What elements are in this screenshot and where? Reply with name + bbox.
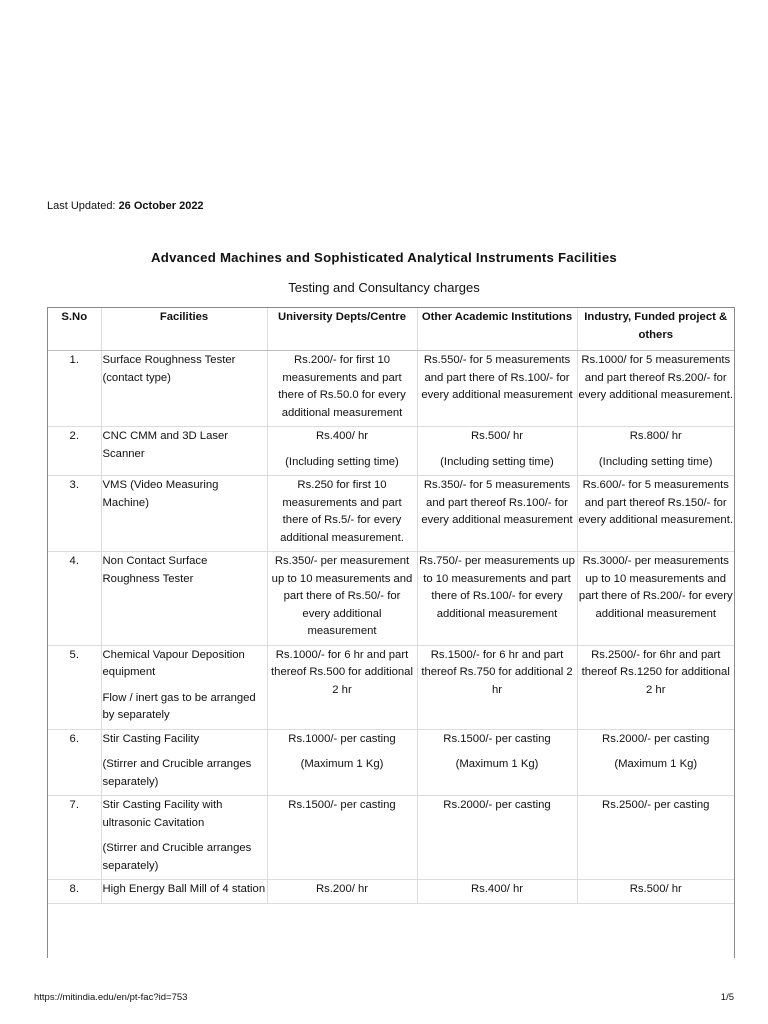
cell-industry-charge-text: Rs.2500/- per casting (602, 799, 710, 811)
cell-industry-charge (577, 729, 734, 796)
cell-university-charge (267, 880, 417, 904)
cell-facility (101, 427, 267, 476)
cell-facility-text: CNC CMM and 3D Laser Scanner (102, 430, 229, 460)
column-header-facilities: Facilities (101, 308, 267, 351)
table-header-row (48, 308, 734, 351)
cell-facility (101, 880, 267, 904)
table-row (48, 796, 734, 880)
cell-industry-charge-text: Rs.1000/ for 5 measurements and part thereof Rs.200/- for every additional measurement. (578, 354, 733, 401)
cell-facility-text: Flow / inert gas to be arranged by separately (102, 691, 256, 721)
cell-industry-charge-text: Rs.600/- for 5 measurements and part thereof Rs.150/- for every additional measurement. (578, 479, 733, 526)
cell-university-charge-text: Rs.1500/- per casting (288, 799, 396, 811)
cell-industry-charge-text: (Including setting time) (598, 455, 713, 468)
cell-facility-text: (Stirrer and Crucible arranges separately) (102, 842, 252, 872)
cell-academic-charge (417, 796, 577, 880)
cell-academic-charge (417, 351, 577, 427)
table-row (48, 729, 734, 796)
cell-academic-charge-text: Rs.400/ hr (470, 883, 524, 895)
table-row (48, 427, 734, 476)
page-subtitle: Testing and Consultancy charges (288, 280, 480, 295)
cell-facility (101, 476, 267, 552)
last-updated-date: 26 October 2022 (118, 200, 204, 212)
cell-academic-charge (417, 729, 577, 796)
cell-academic-charge-text: (Maximum 1 Kg) (455, 758, 539, 770)
cell-university-charge-text: Rs.350/- per measurement up to 10 measurements and part there of Rs.50/- for every additional measurement (271, 555, 413, 637)
cell-academic-charge-text: Rs.1500/- per casting (443, 732, 551, 745)
cell-industry-charge (577, 645, 734, 729)
cell-facility-text: (Stirrer and Crucible arranges separately) (102, 758, 252, 788)
cell-academic-charge (417, 880, 577, 904)
cell-sno: 8. (48, 880, 101, 904)
cell-sno: 1. (48, 351, 101, 427)
cell-industry-charge (577, 427, 734, 476)
cell-academic-charge (417, 476, 577, 552)
footer-page-number: 1/5 (720, 992, 734, 1003)
cell-industry-charge-text: Rs.2500/- for 6hr and part thereof Rs.1250 for additional 2 hr (581, 648, 730, 696)
cell-academic-charge-text: Rs.550/- for 5 measurements and part there of Rs.100/- for every additional measurement (421, 354, 573, 401)
cell-university-charge-text: Rs.250 for first 10 measurements and part there of Rs.5/- for every additional measurement. (280, 479, 404, 544)
cell-facility (101, 351, 267, 427)
cell-sno: 4. (48, 552, 101, 646)
cell-university-charge-text: Rs.200/- for first 10 measurements and part there of Rs.50.0 for every additional measurement (278, 354, 406, 419)
cell-university-charge (267, 729, 417, 796)
cell-academic-charge (417, 645, 577, 729)
cell-academic-charge (417, 552, 577, 646)
cell-industry-charge-text: Rs.500/ hr (629, 883, 682, 895)
table-row (48, 476, 734, 552)
cell-facility (101, 645, 267, 729)
cell-academic-charge-text: Rs.2000/- per casting (443, 799, 551, 811)
table-row (48, 645, 734, 729)
column-header-university: University Depts/Centre (267, 308, 417, 351)
table-row (48, 351, 734, 427)
cell-university-charge-text: Rs.1000/- for 6 hr and part thereof Rs.500 for additional 2 hr (271, 648, 413, 696)
cell-facility-text: High Energy Ball Mill of 4 station (102, 883, 266, 895)
cell-university-charge (267, 552, 417, 646)
page-title: Advanced Machines and Sophisticated Analytical Instruments Facilities (151, 250, 617, 265)
cell-industry-charge (577, 796, 734, 880)
cell-facility-text: Stir Casting Facility (102, 732, 200, 745)
column-header-sno: S.No (48, 308, 101, 351)
charges-table-container (47, 307, 735, 958)
table-body (48, 351, 734, 904)
cell-university-charge-text: Rs.400/ hr (315, 430, 369, 442)
cell-academic-charge-text: Rs.350/- for 5 measurements and part thereof Rs.100/- for every additional measurement (421, 479, 573, 526)
cell-industry-charge-text: Rs.3000/- per measurements up to 10 measurements and part there of Rs.200/- for every additional measurement (578, 555, 733, 620)
cell-university-charge (267, 796, 417, 880)
cell-industry-charge-text: Rs.800/ hr (629, 430, 682, 442)
cell-university-charge-text: Rs.200/ hr (315, 883, 369, 895)
cell-industry-charge-text: (Maximum 1 Kg) (614, 758, 698, 770)
cell-university-charge (267, 645, 417, 729)
cell-facility-text: Surface Roughness Tester (contact type) (102, 354, 236, 384)
cell-industry-charge (577, 351, 734, 427)
column-header-academic: Other Academic Institutions (417, 308, 577, 351)
cell-sno: 5. (48, 645, 101, 729)
cell-university-charge-text: Rs.1000/- per casting (288, 732, 396, 745)
cell-industry-charge (577, 552, 734, 646)
last-updated-line (47, 199, 204, 213)
column-header-industry: Industry, Funded project & others (577, 308, 734, 351)
cell-sno: 2. (48, 427, 101, 476)
last-updated-label: Last Updated: (47, 200, 119, 212)
cell-facility-text: Non Contact Surface Roughness Tester (102, 555, 208, 585)
cell-facility-text: Chemical Vapour Deposition equipment (102, 648, 245, 678)
cell-industry-charge (577, 476, 734, 552)
cell-facility-text: VMS (Video Measuring Machine) (102, 479, 219, 509)
cell-academic-charge-text: (Including setting time) (440, 455, 554, 468)
cell-university-charge-text: (Including setting time) (285, 455, 399, 468)
cell-academic-charge-text: Rs.1500/- for 6 hr and part thereof Rs.750 for additional 2 hr (421, 648, 573, 696)
cell-university-charge-text: (Maximum 1 Kg) (300, 758, 384, 770)
cell-academic-charge (417, 427, 577, 476)
cell-facility (101, 729, 267, 796)
table-row (48, 552, 734, 646)
table-row (48, 880, 734, 904)
cell-facility (101, 552, 267, 646)
cell-academic-charge-text: Rs.750/- per measurements up to 10 measurements and part there of Rs.100/- for every additional measurement (419, 555, 575, 620)
charges-table (48, 308, 734, 904)
cell-university-charge (267, 351, 417, 427)
cell-sno: 3. (48, 476, 101, 552)
footer-url: https://mitindia.edu/en/pt-fac?id=753 (34, 992, 188, 1003)
cell-academic-charge-text: Rs.500/ hr (470, 430, 524, 442)
cell-university-charge (267, 427, 417, 476)
cell-industry-charge-text: Rs.2000/- per casting (602, 732, 710, 745)
cell-facility-text: Stir Casting Facility with ultrasonic Cavitation (102, 799, 223, 829)
cell-sno: 7. (48, 796, 101, 880)
cell-facility (101, 796, 267, 880)
cell-university-charge (267, 476, 417, 552)
cell-sno: 6. (48, 729, 101, 796)
cell-industry-charge (577, 880, 734, 904)
